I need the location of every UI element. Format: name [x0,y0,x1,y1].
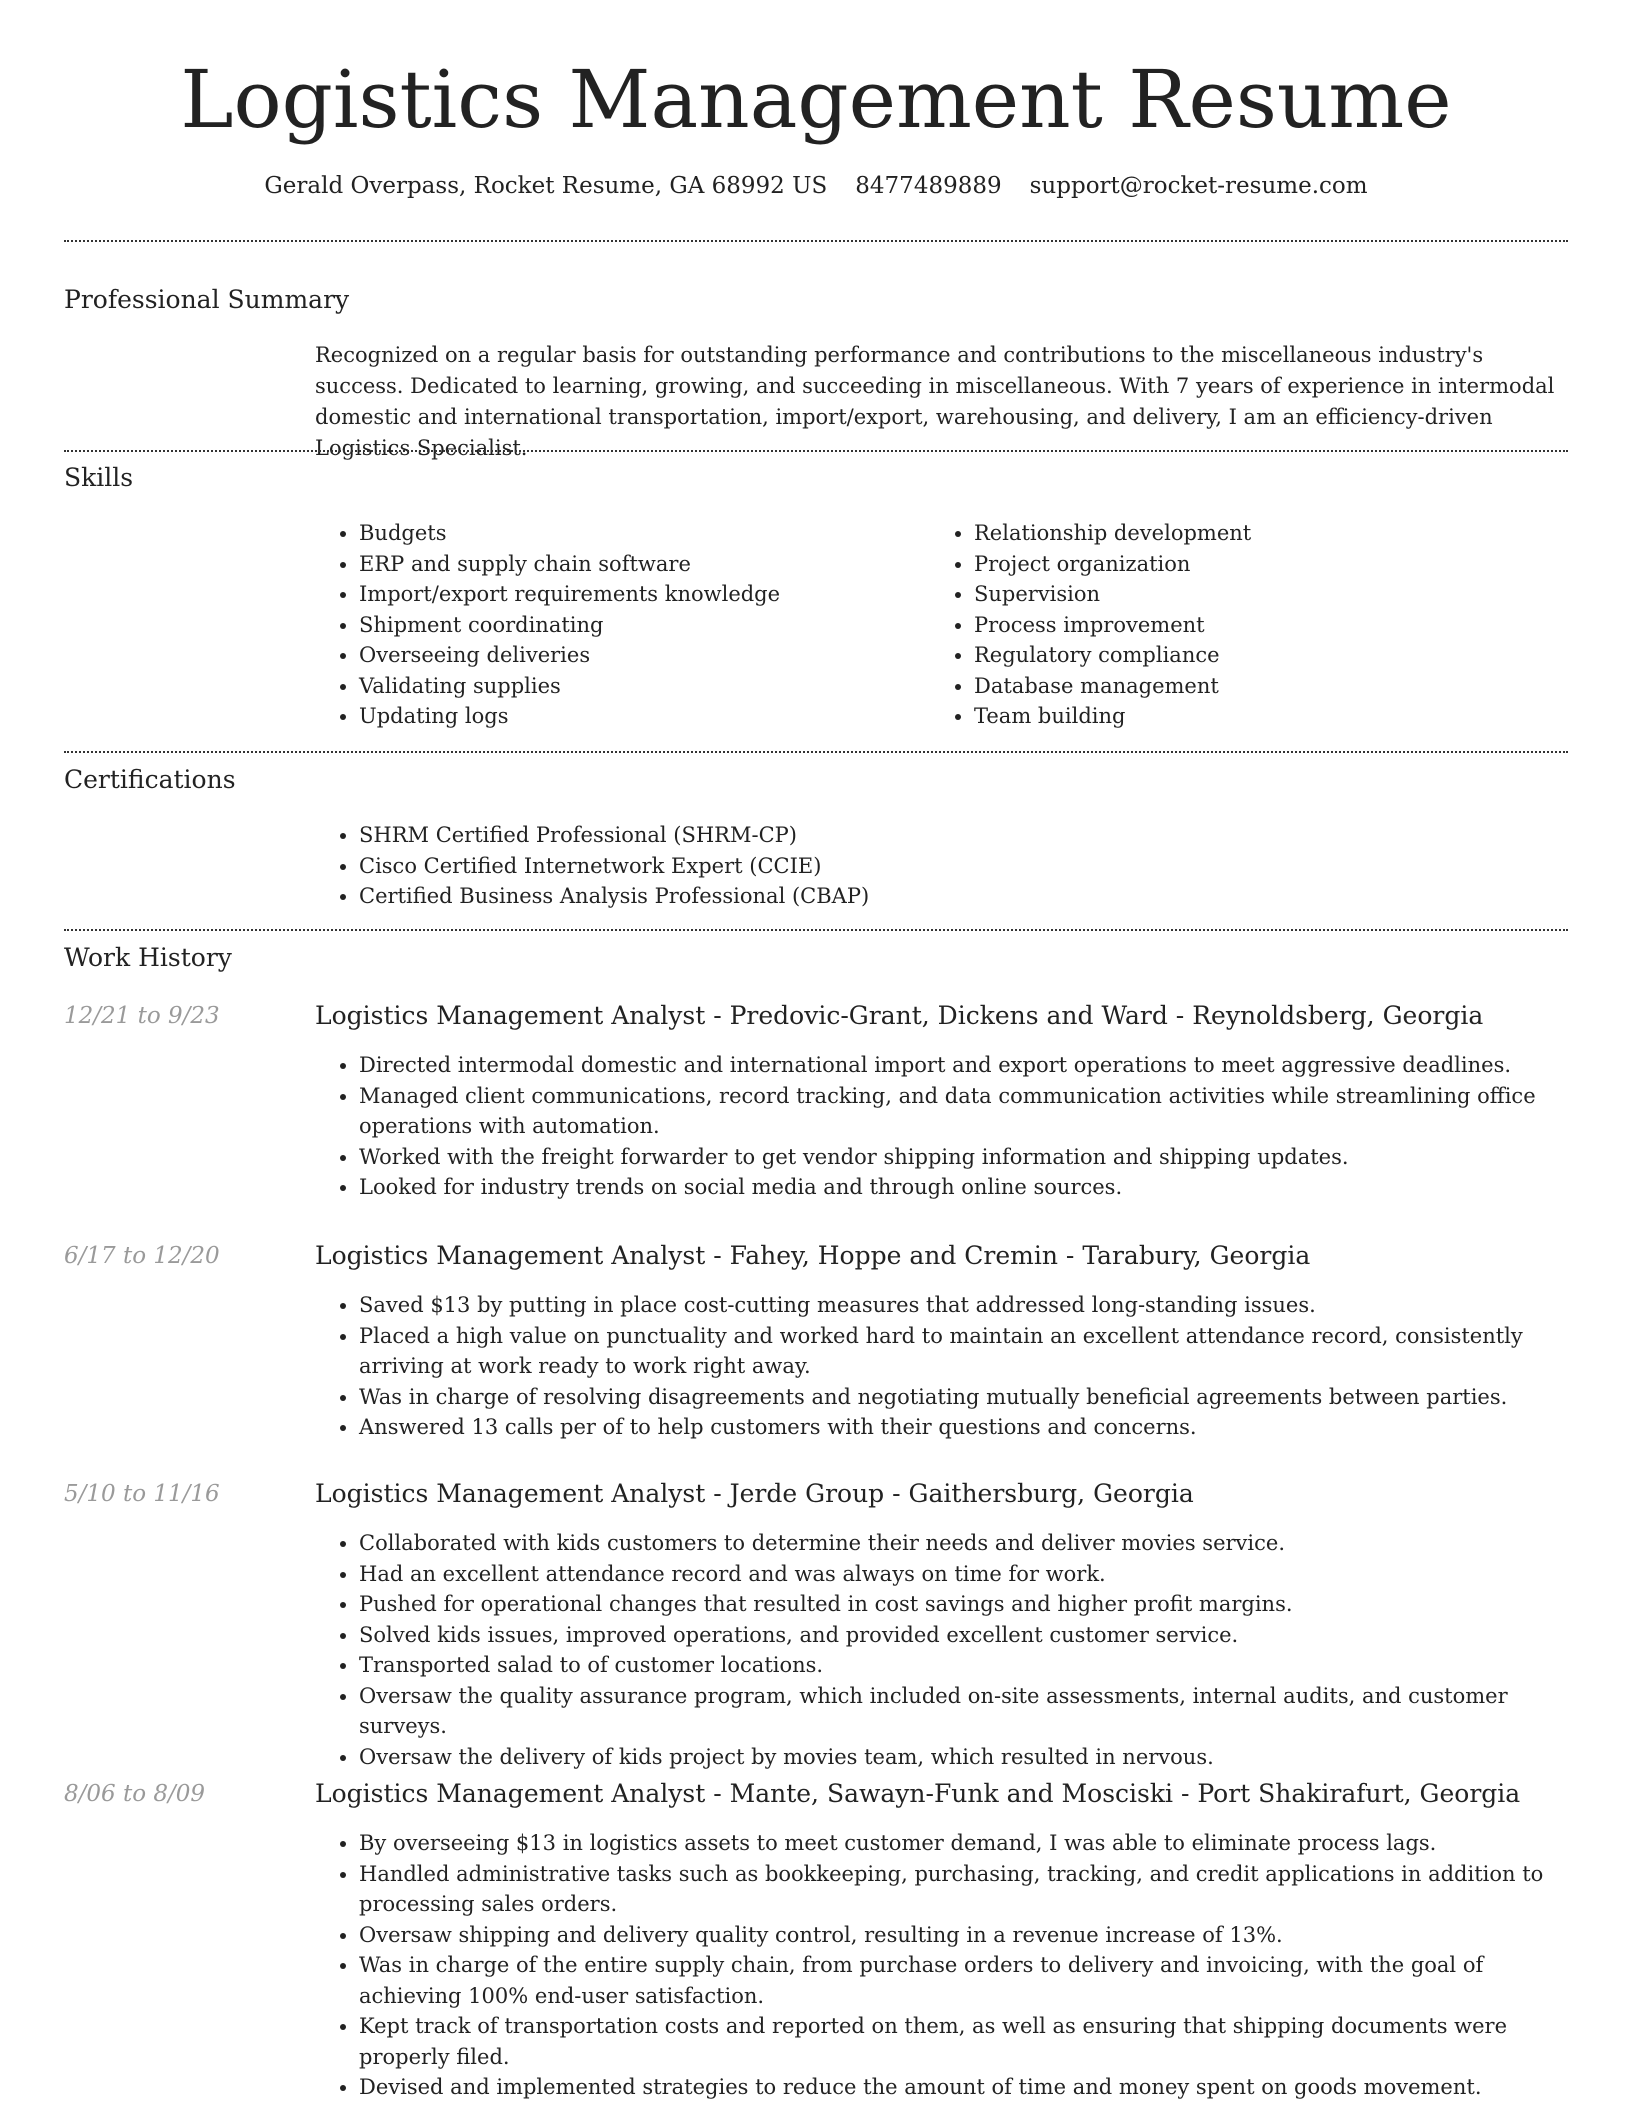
skill-item: • Updating logs [359,701,875,732]
job-dates: 12/21 to 9/23 [64,1003,220,1029]
contact-address: Gerald Overpass, Rocket Resume, GA 68992 US [264,173,828,199]
job-bullet: • Pushed for operational changes that resulted in cost savings and higher profit margins. [359,1589,1565,1620]
skill-item: • Database management [974,671,1490,702]
resume-title: Logistics Management Resume [180,53,1452,146]
job-responsibilities [315,1528,1565,1772]
job-title: Logistics Management Analyst - Mante, Sawayn-Funk and Mosciski - Port Shakirafurt, Georgia [315,1779,1521,1808]
divider [64,751,1568,753]
job-bullet: • Transported salad to of customer locations. [359,1650,1565,1681]
job-bullet-list [315,1290,1565,1443]
job-bullet-list [315,1828,1565,2103]
contact-email: support@rocket-resume.com [1029,173,1368,199]
certifications-bullets [315,820,1315,912]
job-bullet: • Answered 13 calls per of to help customers with their questions and concerns. [359,1412,1565,1443]
contact-line [0,170,1632,202]
certification-item: • Cisco Certified Internetwork Expert (CCIE) [359,851,1315,882]
divider [64,929,1568,931]
job-bullet: • Managed client communications, record tracking, and data communication activities while streamlining office operations with automation. [359,1081,1565,1142]
skills-heading: Skills [64,463,134,492]
contact-phone: 8477489889 [855,173,1002,199]
skills-list-right [930,518,1490,732]
skill-item: • Supervision [974,579,1490,610]
job-dates: 8/06 to 8/09 [64,1781,206,1807]
job-bullet: • Oversaw shipping and delivery quality control, resulting in a revenue increase of 13%. [359,1920,1565,1951]
job-bullet: • Worked with the freight forwarder to get vendor shipping information and shipping updates. [359,1142,1565,1173]
skills-left-column [315,518,875,732]
skill-item: • ERP and supply chain software [359,549,875,580]
divider [64,240,1568,242]
divider [64,450,1568,452]
summary-text: Recognized on a regular basis for outstanding performance and contributions to the miscellaneous industry's success. Dedicated to learning, growing, and succeeding in miscellaneous. With 7 years of experience in intermodal domestic and international transportation, import/export, warehousing, and delivery, I am an efficiency-driven Logistics Specialist. [315,343,1555,460]
work-history-heading: Work History [64,943,232,972]
job-bullet: • Handled administrative tasks such as bookkeeping, purchasing, tracking, and credit applications in addition to processing sales orders. [359,1859,1565,1920]
job-bullet-list [315,1528,1565,1772]
job-bullet: • Was in charge of the entire supply chain, from purchase orders to delivery and invoicing, with the goal of achieving 100% end-user satisfaction. [359,1950,1565,2011]
skill-item: • Project organization [974,549,1490,580]
job-responsibilities [315,1290,1565,1443]
job-bullet: • Was in charge of resolving disagreements and negotiating mutually beneficial agreements between parties. [359,1382,1565,1413]
summary-heading: Professional Summary [64,285,350,314]
job-bullet: • Placed a high value on punctuality and worked hard to maintain an excellent attendance record, consistently arriving at work ready to work right away. [359,1321,1565,1382]
skill-item: • Overseeing deliveries [359,640,875,671]
job-bullet: • Looked for industry trends on social media and through online sources. [359,1172,1565,1203]
job-bullet: • By overseeing $13 in logistics assets to meet customer demand, I was able to eliminate process lags. [359,1828,1565,1859]
certifications-heading: Certifications [64,765,236,794]
job-bullet: • Devised and implemented strategies to reduce the amount of time and money spent on goods movement. [359,2072,1565,2103]
skill-item: • Process improvement [974,610,1490,641]
skills-list-left [315,518,875,732]
skill-item: • Shipment coordinating [359,610,875,641]
skill-item: • Import/export requirements knowledge [359,579,875,610]
job-title: Logistics Management Analyst - Predovic-Grant, Dickens and Ward - Reynoldsberg, Georgia [315,1001,1484,1030]
job-title: Logistics Management Analyst - Jerde Group - Gaithersburg, Georgia [315,1479,1194,1508]
skill-item: • Relationship development [974,518,1490,549]
skill-item: • Budgets [359,518,875,549]
job-bullet-list [315,1050,1565,1203]
job-bullet: • Oversaw the quality assurance program, which included on-site assessments, internal audits, and customer surveys. [359,1681,1565,1742]
certifications-list [315,820,1315,912]
job-bullet: • Oversaw the delivery of kids project by movies team, which resulted in nervous. [359,1742,1565,1773]
job-bullet: • Solved kids issues, improved operations, and provided excellent customer service. [359,1620,1565,1651]
skill-item: • Regulatory compliance [974,640,1490,671]
job-dates: 6/17 to 12/20 [64,1243,220,1269]
certification-item: • SHRM Certified Professional (SHRM-CP) [359,820,1315,851]
job-bullet: • Kept track of transportation costs and reported on them, as well as ensuring that shipping documents were properly filed. [359,2011,1565,2072]
skills-right-column [930,518,1490,732]
certification-item: • Certified Business Analysis Professional (CBAP) [359,881,1315,912]
job-responsibilities [315,1828,1565,2103]
job-dates: 5/10 to 11/16 [64,1481,220,1507]
job-bullet: • Had an excellent attendance record and was always on time for work. [359,1559,1565,1590]
skill-item: • Validating supplies [359,671,875,702]
job-bullet: • Saved $13 by putting in place cost-cutting measures that addressed long-standing issues. [359,1290,1565,1321]
job-title: Logistics Management Analyst - Fahey, Hoppe and Cremin - Tarabury, Georgia [315,1241,1311,1270]
job-bullet: • Directed intermodal domestic and international import and export operations to meet aggressive deadlines. [359,1050,1565,1081]
skill-item: • Team building [974,701,1490,732]
job-bullet: • Collaborated with kids customers to determine their needs and deliver movies service. [359,1528,1565,1559]
job-responsibilities [315,1050,1565,1203]
